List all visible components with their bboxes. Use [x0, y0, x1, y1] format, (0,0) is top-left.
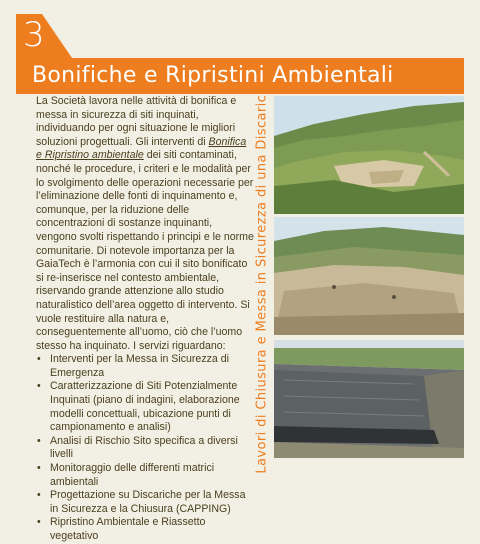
intro-text-2: dei siti contaminati, nonché le procedure, i criteri e le modalità per lo svolgimento delle operazioni necessarie per l’eliminazione delle fonti di inquinamento e, comunque, per la riduzione delle concentrazioni di sostanze inquinanti, vengono svolti rispettando i principi e le norme comunitarie. Di notevole importanza per la GaiaTech è l’armonia con cui il sito bonificato si re-inserisce nel contesto ambientale, riservando grande attenzione allo studio naturalistico dell’area oggetto di intervento. Si vuole restituire alla natura e, conseguentemente all’uomo, ciò che l’uomo stesso ha inquinato. I servizi riguardano: [36, 149, 254, 352]
landfill-photo-hillside [274, 96, 464, 214]
landfill-photo-works [274, 217, 464, 335]
services-list [36, 353, 254, 543]
body-text [36, 95, 254, 544]
service-item: • Progettazione su Discariche per la Messa in Sicurezza e la Chiusura (CAPPING) [50, 489, 254, 516]
side-label [252, 86, 272, 474]
intro-link[interactable]: Bonifica e Ripristino ambientale [36, 135, 247, 162]
landfill-photo-capping [274, 340, 464, 458]
service-item: • Ripristino Ambientale e Riassetto vegetativo [50, 516, 254, 543]
service-item: • Caratterizzazione di Siti Potenzialmente Inquinati (piano di indagini, elaborazione modelli concettuali, ubicazione punti di campionamento e analisi) [50, 380, 254, 434]
service-item: • Interventi per la Messa in Sicurezza di Emergenza [50, 353, 254, 380]
side-label-text: Lavori di Chiusura e Messa in Sicurezza di una Discarica [254, 86, 270, 474]
intro-text-1: La Società lavora nelle attività di bonifica e messa in sicurezza di siti inquinati, individuando per ogni situazione le migliori soluzioni progettuali. Gli interventi di [36, 95, 237, 148]
intro-paragraph [36, 95, 254, 353]
service-item: • Analisi di Rischio Sito specifica a diversi livelli [50, 435, 254, 462]
section-number: 3 [23, 15, 45, 55]
service-item: • Monitoraggio delle differenti matrici ambientali [50, 462, 254, 489]
section-title: Bonifiche e Ripristini Ambientali [32, 63, 394, 88]
